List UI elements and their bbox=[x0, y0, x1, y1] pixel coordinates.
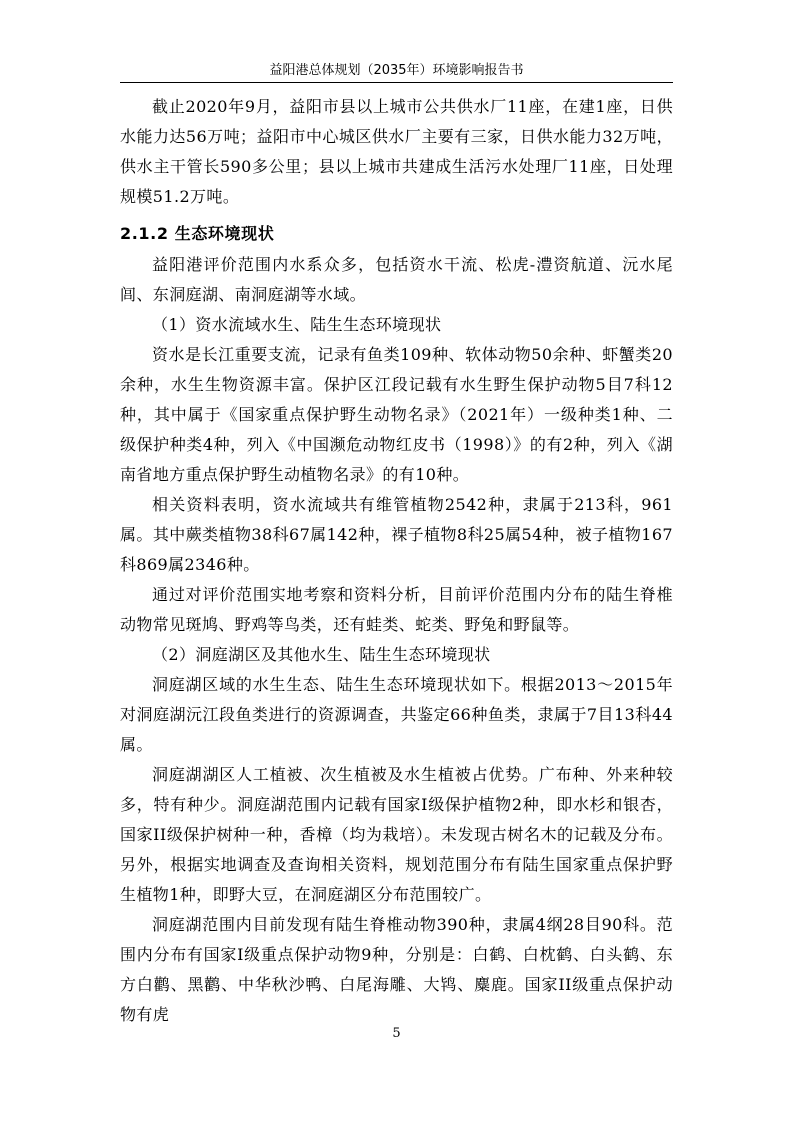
header-rule bbox=[120, 82, 673, 83]
running-header: 益阳港总体规划（2035年）环境影响报告书 bbox=[269, 63, 524, 78]
paragraph-water-supply: 截止2020年9月，益阳市县以上城市公共供水厂11座，在建1座，日供水能力达56万吨；益阳市中心城区供水厂主要有三家，日供水能力32万吨，供水主干管长590多公里；县以上城市共建成生活污水处理厂11座，日处理规模51.2万吨。 bbox=[120, 97, 673, 206]
page-body bbox=[120, 92, 673, 1030]
page-number: 5 bbox=[392, 1026, 401, 1041]
paragraph-dongting-fish: 洞庭湖区域的水生生态、陆生生态环境现状如下。根据2013～2015年对洞庭湖沅江段鱼类进行的资源调查，共鉴定66种鱼类，隶属于7目13科44属。 bbox=[120, 675, 673, 754]
section-heading: 2.1.2 生态环境现状 bbox=[120, 224, 275, 243]
paragraph-zishui-animals: 通过对评价范围实地考察和资料分析，目前评价范围内分布的陆生脊椎动物常见斑鸠、野鸡等鸟类，还有蛙类、蛇类、野兔和野鼠等。 bbox=[120, 585, 673, 634]
paragraph-dongting-vegetation: 洞庭湖湖区人工植被、次生植被及水生植被占优势。广布种、外来种较多，特有种少。洞庭湖范围内记载有国家I级保护植物2种，即水杉和银杏，国家II级保护树种一种，香樟（均为栽培）。未发现古树名木的记载及分布。另外，根据实地调查及查询相关资料，规划范围分布有陆生国家重点保护野生植物1种，即野大豆，在洞庭湖区分布范围较广。 bbox=[120, 765, 673, 904]
subsection-heading-zishui: （1）资水流域水生、陆生生态环境现状 bbox=[152, 315, 442, 334]
paragraph-dongting-vertebrates: 洞庭湖范围内目前发现有陆生脊椎动物390种，隶属4纲28目90科。范围内分布有国家I级重点保护动物9种，分别是：白鹤、白枕鹤、白头鹤、东方白鹳、黑鹳、中华秋沙鸭、白尾海雕、大鸨、麋鹿。国家II级重点保护动物有虎 bbox=[120, 915, 673, 1024]
subsection-heading-dongting: （2）洞庭湖区及其他水生、陆生生态环境现状 bbox=[152, 645, 491, 664]
paragraph-zishui-aquatic: 资水是长江重要支流，记录有鱼类109种、软体动物50余种、虾蟹类20余种，水生生物资源丰富。保护区江段记载有水生野生保护动物5目7科12种，其中属于《国家重点保护野生动物名录》（2021年）一级种类1种、二级保护种类4种，列入《中国濒危动物红皮书（1998）》的有2种，列入《湖南省地方重点保护野生动植物名录》的有10种。 bbox=[120, 345, 673, 484]
paragraph-zishui-plants: 相关资料表明，资水流域共有维管植物2542种，隶属于213科，961属。其中蕨类植物38科67属142种，裸子植物8科25属54种，被子植物167科869属2346种。 bbox=[120, 495, 673, 574]
paragraph-water-system: 益阳港评价范围内水系众多，包括资水干流、松虎-澧资航道、沅水尾闾、东洞庭湖、南洞庭湖等水域。 bbox=[120, 255, 673, 304]
